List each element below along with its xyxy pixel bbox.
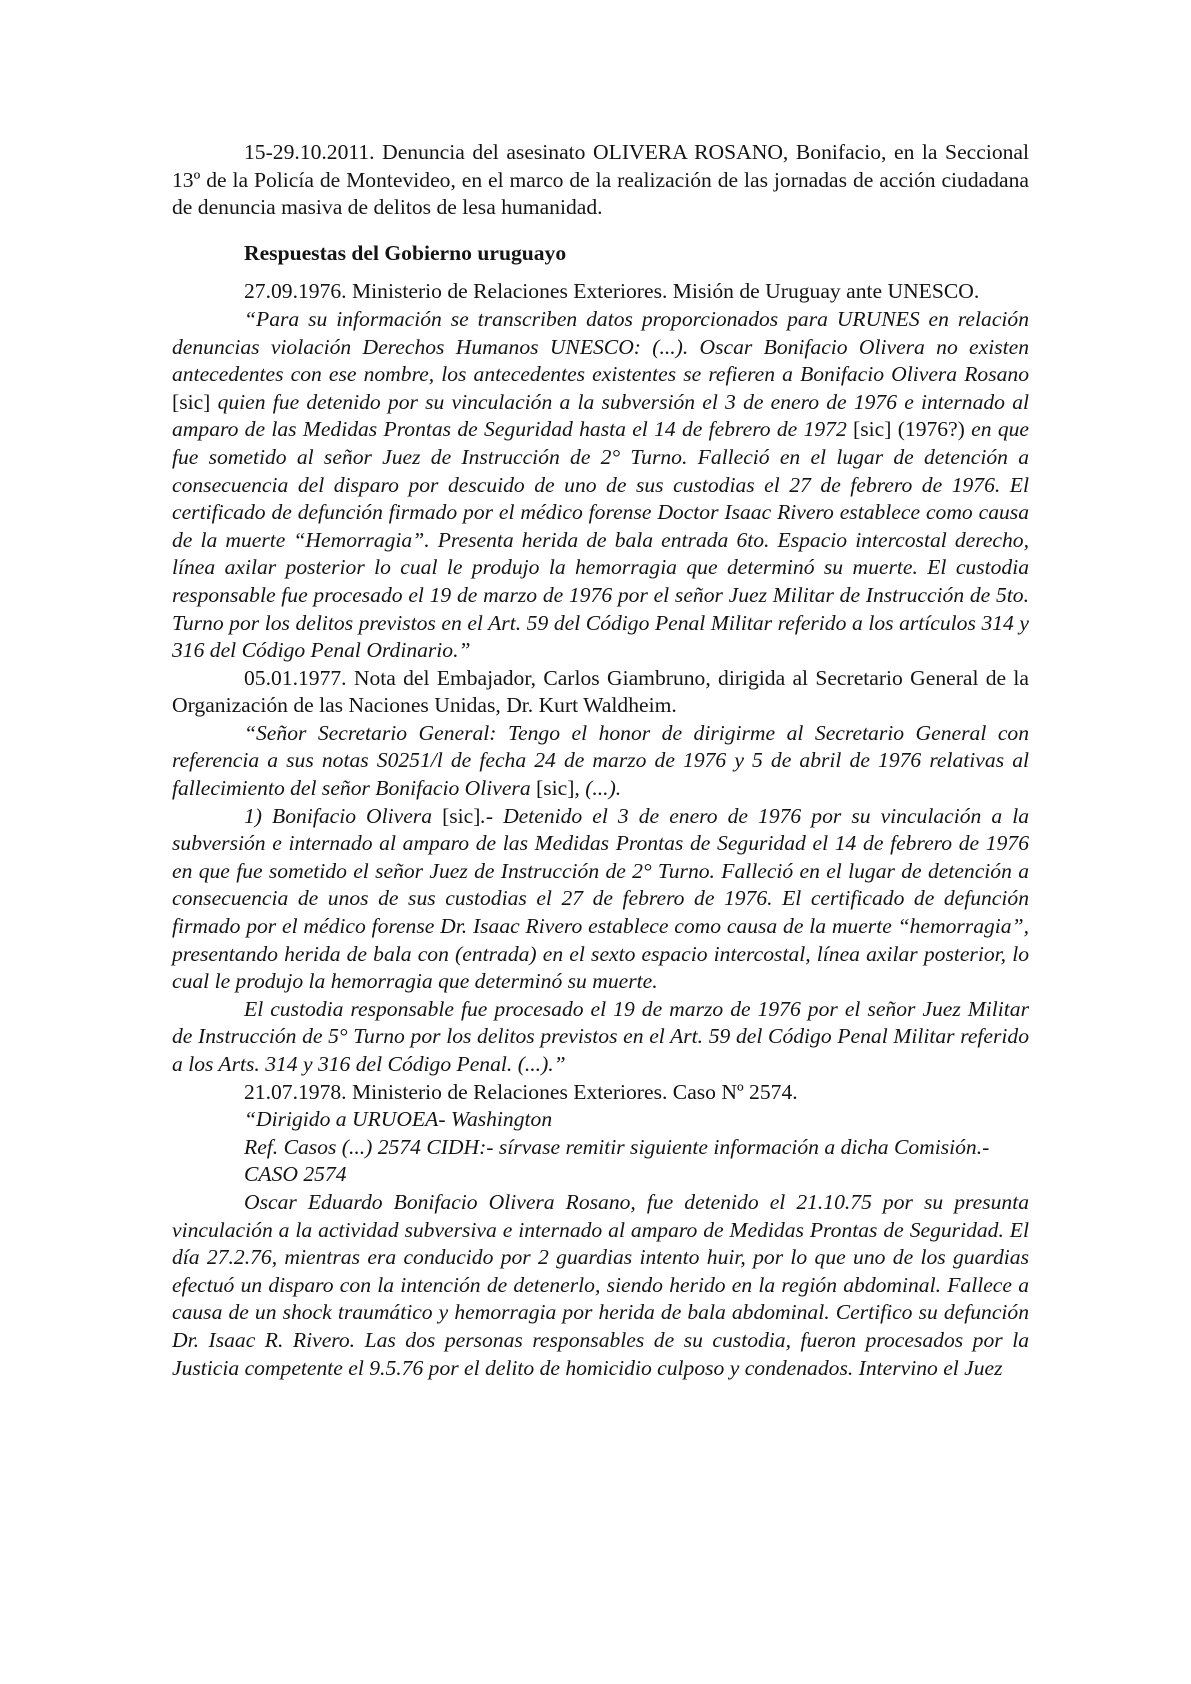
quote-text: “Señor Secretario General: Tengo el honor de dirigirme al Secretario General con referencia a sus notas S0251/l de fecha 24 de marzo de 1976 y 5 de abril de 1976 relativas al fallecimiento del señor Bonifacio Olivera xyxy=(172,720,1029,801)
quote-secretario-general xyxy=(172,720,1029,803)
quote-ref-casos: Ref. Casos (...) 2574 CIDH:- sírvase remitir siguiente información a dicha Comisión.- xyxy=(244,1134,990,1159)
quote-text: 1) Bonifacio Olivera xyxy=(244,803,443,828)
sic-mark: [sic] xyxy=(536,776,575,801)
quote-item-1 xyxy=(172,803,1029,996)
quote-urunes xyxy=(172,306,1029,665)
quote-text: , (...). xyxy=(574,776,622,801)
sic-mark: [sic] xyxy=(172,389,211,414)
quote-caso-detail: Oscar Eduardo Bonifacio Olivera Rosano, fue detenido el 21.10.75 por su presunta vinculación a la actividad subversiva e internado al amparo de Medidas Prontas de Seguridad. El día 27.2.76, mientras era conducido por 2 guardias intento huir, por lo que uno de los guardias efectuó un disparo con la intención de detenerlo, siendo herido en la región abdominal. Fallece a causa de un shock traumático y hemorragia por herida de bala abdominal. Certifico su defunción Dr. Isaac R. Rivero. Las dos personas responsables de su custodia, fueron procesados por la Justicia competente el 9.5.76 por el delito de homicidio culposo y condenados. Intervino el Juez xyxy=(172,1189,1029,1380)
entry-1978-caso: 21.07.1978. Ministerio de Relaciones Exteriores. Caso Nº 2574. xyxy=(244,1079,798,1104)
section-heading: Respuestas del Gobierno uruguayo xyxy=(244,240,567,265)
document-body xyxy=(172,139,1029,1382)
quote-text: quien fue detenido por su vinculación a la subversión el 3 de enero de 1976 e internado al amparo de las Medidas Prontas de Seguridad hasta el 14 de febrero de 1972 xyxy=(172,389,1029,442)
entry-1977-nota-embajador: 05.01.1977. Nota del Embajador, Carlos Giambruno, dirigida al Secretario General de la Organización de las Naciones Unidas, Dr. Kurt Waldheim. xyxy=(172,665,1029,718)
intro-paragraph: 15-29.10.2011. Denuncia del asesinato OLIVERA ROSANO, Bonifacio, en la Seccional 13º de la Policía de Montevideo, en el marco de la realización de las jornadas de acción ciudadana de denuncia masiva de delitos de lesa humanidad. xyxy=(172,140,1029,220)
quote-caso-label: CASO 2574 xyxy=(244,1162,347,1187)
quote-text: .- Detenido el 3 de enero de 1976 por su vinculación a la subversión e internado al amparo de las Medidas Prontas de Seguridad el 14 de febrero de 1976 en que fue sometido el señor Juez de Instrucción de 2° Turno. Falleció en el lugar de detención a consecuencia de unos de sus custodias el 27 de febrero de 1976. El certificado de defunción firmado por el médico forense Dr. Isaac Rivero establece como causa de la muerte “hemorragia”, presentando herida de bala con (entrada) en el sexto espacio intercostal, línea axilar posterior, lo cual le produjo la hemorragia que determinó su muerte. xyxy=(172,803,1029,994)
quote-dirigido: “Dirigido a URUOEA- Washington xyxy=(244,1107,553,1132)
quote-custodia: El custodia responsable fue procesado el 19 de marzo de 1976 por el señor Juez Militar de Instrucción de 5° Turno por los delitos previstos en el Art. 59 del Código Penal Militar referido a los Arts. 314 y 316 del Código Penal. (...).” xyxy=(172,996,1029,1076)
quote-text: en que fue sometido al señor Juez de Instrucción de 2° Turno. Falleció en el lugar de detención a consecuencia del disparo por descuido de uno de sus custodias el 27 de febrero de 1976. El certificado de defunción firmado por el médico forense Doctor Isaac Rivero establece como causa de la muerte “Hemorragia”. Presenta herida de bala entrada 6to. Espacio intercostal derecho, línea axilar posterior lo cual le produjo la hemorragia que determinó su muerte. El custodia responsable fue procesado el 19 de marzo de 1976 por el señor Juez Militar de Instrucción de 5to. Turno por los delitos previstos en el Art. 59 del Código Penal Militar referido a los artículos 314 y 316 del Código Penal Ordinario.” xyxy=(172,417,1030,663)
entry-1976-ministerio: 27.09.1976. Ministerio de Relaciones Exteriores. Misión de Uruguay ante UNESCO. xyxy=(244,279,980,304)
sic-mark: [sic] (1976?) xyxy=(853,417,965,442)
sic-mark: [sic] xyxy=(442,803,481,828)
quote-text: “Para su información se transcriben datos proporcionados para URUNES en relación denuncias violación Derechos Humanos UNESCO: (...). Oscar Bonifacio Olivera no existen antecedentes con ese nombre, los antecedentes existentes se refieren a Bonifacio Olivera Rosano xyxy=(172,306,1029,387)
